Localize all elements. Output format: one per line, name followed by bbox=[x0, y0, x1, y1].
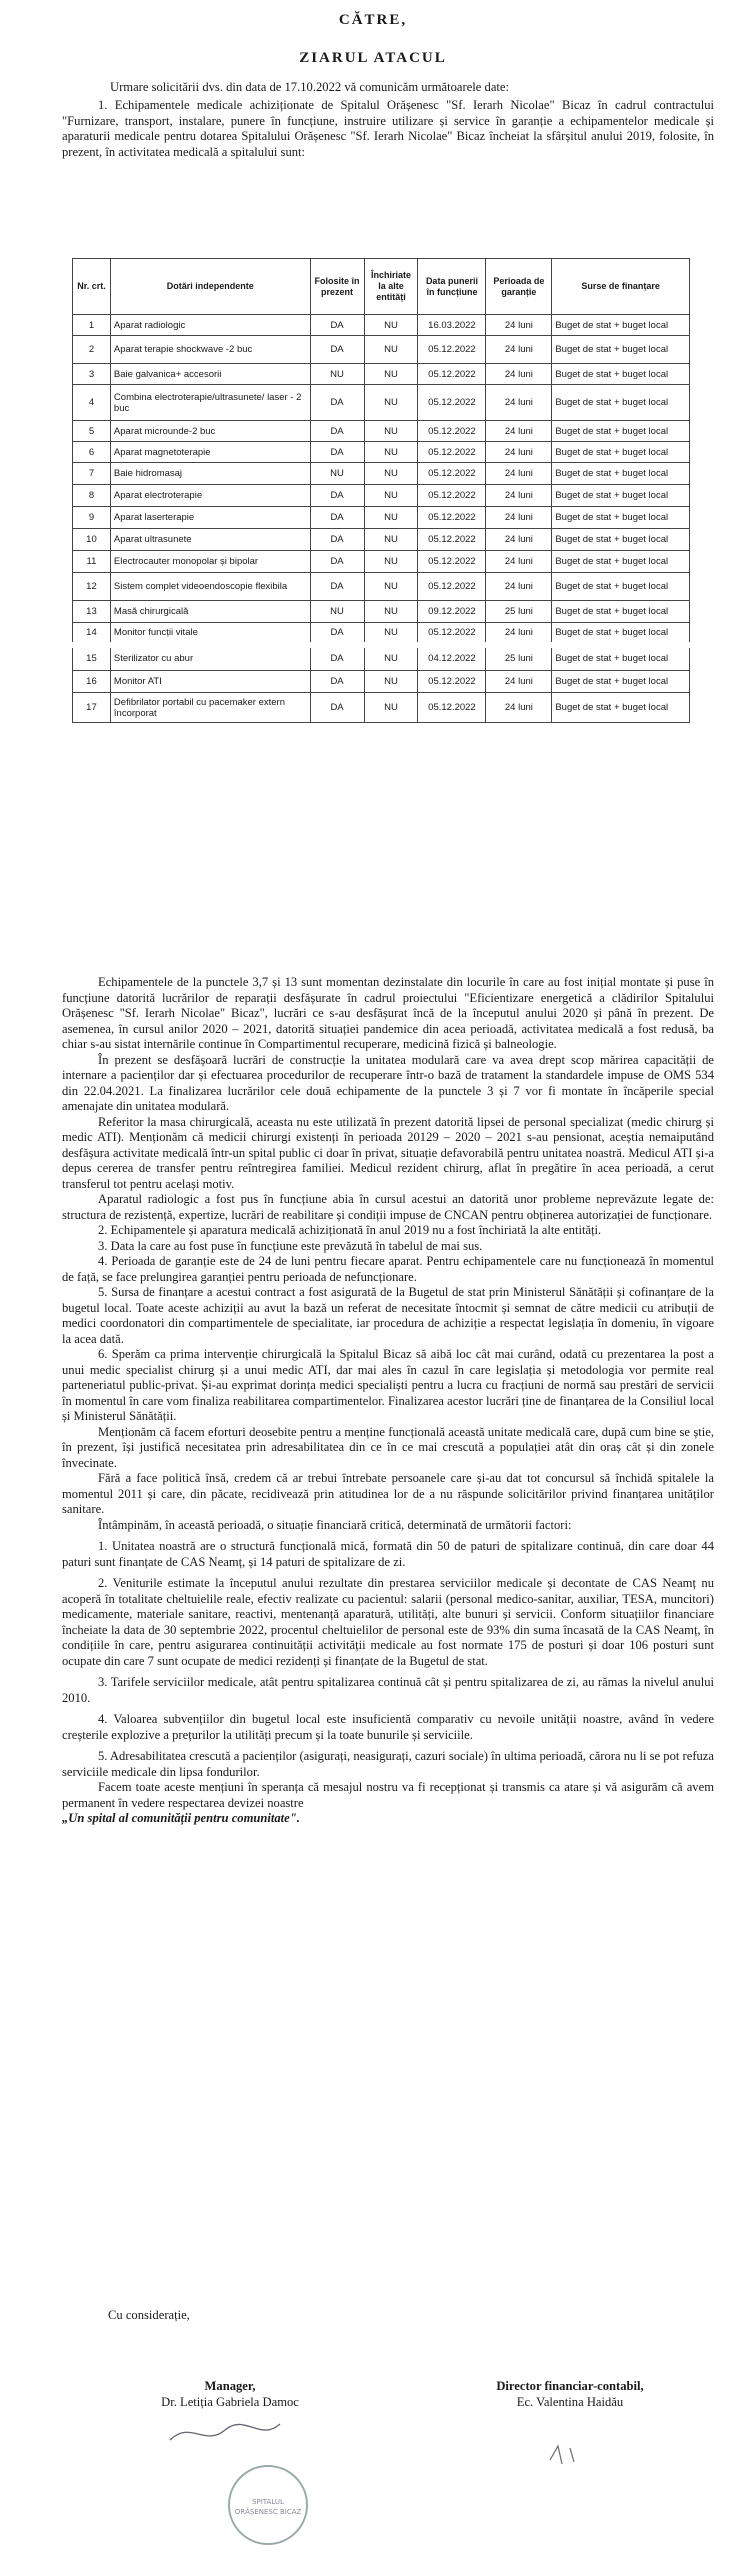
cell-used: DA bbox=[310, 315, 364, 336]
body-paragraph: 3. Tarifele serviciilor medicale, atât pentru spitalizarea continuă cât și pentru spitalizarea de zi, au rămas la nivelul anului 2010. bbox=[62, 1675, 714, 1705]
signature-right-title: Director financiar-contabil, bbox=[496, 2379, 644, 2393]
cell-nr: 6 bbox=[73, 442, 111, 463]
cell-funding: Buget de stat + buget local bbox=[552, 645, 690, 671]
cell-item: Aparat terapie shockwave -2 buc bbox=[110, 336, 310, 364]
cell-item: Defibrilator portabil cu pacemaker extern încorporat bbox=[110, 693, 310, 723]
cell-nr: 8 bbox=[73, 485, 111, 507]
body-paragraph: Referitor la masa chirurgicală, aceasta nu este utilizată în prezent datorită lipsei de personal specializat (medic chirurg și medic ATI). Menționăm că medicii chirurgi existenți în perioada 20129 – 2020 – 2021 s-au pensionat, aceștia nemaiputând desfășura activitate medicală într-un spital public ci doar în privat, situație defavorabilă pentru unitatea noastră. Medicul ATI și-a depus cererea de transfer pentru reîntregirea familiei. Medicul rezident chirurg, aflat în pregătire în acea perioadă, a cerut transferul tot pentru același motiv. bbox=[62, 1114, 714, 1191]
cell-rented: NU bbox=[364, 463, 418, 485]
col-header-date: Data punerii în funcțiune bbox=[418, 259, 486, 315]
equipment-table bbox=[72, 258, 690, 723]
cell-warranty: 24 luni bbox=[486, 573, 552, 601]
cell-rented: NU bbox=[364, 601, 418, 623]
cell-funding: Buget de stat + buget local bbox=[552, 573, 690, 601]
cell-used: NU bbox=[310, 463, 364, 485]
col-header-used: Folosite în prezent bbox=[310, 259, 364, 315]
cell-warranty: 24 luni bbox=[486, 485, 552, 507]
cell-funding: Buget de stat + buget local bbox=[552, 693, 690, 723]
cell-date: 05.12.2022 bbox=[418, 421, 486, 442]
cell-nr: 7 bbox=[73, 463, 111, 485]
table-row bbox=[73, 507, 690, 529]
body-paragraph: Facem toate aceste mențiuni în speranța că mesajul nostru va fi recepționat și transmis ca atare și vă asigurăm că avem permanent în vedere respectarea devizei noastre bbox=[62, 1780, 714, 1810]
body-paragraph: Menționăm că facem eforturi deosebite pentru a menține funcțională această unitate medicală care, după cum bine se știe, în prezent, își justifică necesitatea prin adresabilitatea din ce în ce mai crescută a populației atât din oraș cât și din zonele învecinate. bbox=[62, 1424, 714, 1470]
table-row bbox=[73, 529, 690, 551]
cell-date: 05.12.2022 bbox=[418, 623, 486, 645]
cell-item: Aparat magnetoterapie bbox=[110, 442, 310, 463]
cell-funding: Buget de stat + buget local bbox=[552, 623, 690, 645]
cell-rented: NU bbox=[364, 573, 418, 601]
header-to: CĂTRE, bbox=[338, 12, 408, 28]
cell-used: NU bbox=[310, 601, 364, 623]
cell-item: Aparat ultrasunete bbox=[110, 529, 310, 551]
cell-funding: Buget de stat + buget local bbox=[552, 442, 690, 463]
cell-warranty: 24 luni bbox=[486, 421, 552, 442]
cell-nr: 11 bbox=[73, 551, 111, 573]
cell-nr: 15 bbox=[73, 645, 111, 671]
cell-rented: NU bbox=[364, 315, 418, 336]
cell-rented: NU bbox=[364, 693, 418, 723]
director-signature bbox=[540, 2440, 600, 2470]
table-row bbox=[73, 421, 690, 442]
col-header-item: Dotări independente bbox=[110, 259, 310, 315]
cell-item: Combina electroterapie/ultrasunete/ laser - 2 buc bbox=[110, 385, 310, 421]
cell-warranty: 24 luni bbox=[486, 671, 552, 693]
cell-used: DA bbox=[310, 623, 364, 645]
body-paragraph: Fără a face politică însă, credem că ar trebui întrebate persoanele care și-au dat tot concursul să închidă spitalele la momentul 2011 și care, din păcate, recidivează prin atitudinea lor de a nu răspunde solicitărilor privind finanțarea unităților sanitare. bbox=[62, 1471, 714, 1516]
cell-nr: 13 bbox=[73, 601, 111, 623]
cell-rented: NU bbox=[364, 485, 418, 507]
cell-date: 16.03.2022 bbox=[418, 315, 486, 336]
cell-used: DA bbox=[310, 529, 364, 551]
table-row bbox=[73, 364, 690, 385]
cell-rented: NU bbox=[364, 336, 418, 364]
cell-rented: NU bbox=[364, 442, 418, 463]
item-1-paragraph: 1. Echipamentele medicale achiziționate de Spitalul Orășenesc "Sf. Ierarh Nicolae" Bicaz în cadrul contractului "Furnizare, transport, instalare, punere în funcțiune, instruire utilizare și service în garanție a echipamentelor medicale și aparaturii medicale pentru dotarea Spitalului Orășenesc "Sf. Ierarh Nicolae" Bicaz încheiat la sfârșitul anului 2019, folosite, în prezent, în activitatea medicală a spitalului sunt: bbox=[62, 98, 714, 159]
table-row bbox=[73, 601, 690, 623]
cell-warranty: 24 luni bbox=[486, 315, 552, 336]
cell-funding: Buget de stat + buget local bbox=[552, 485, 690, 507]
cell-nr: 3 bbox=[73, 364, 111, 385]
cell-date: 05.12.2022 bbox=[418, 463, 486, 485]
cell-funding: Buget de stat + buget local bbox=[552, 551, 690, 573]
cell-nr: 9 bbox=[73, 507, 111, 529]
cell-nr: 10 bbox=[73, 529, 111, 551]
cell-item: Sterilizator cu abur bbox=[110, 645, 310, 671]
cell-funding: Buget de stat + buget local bbox=[552, 671, 690, 693]
cell-funding: Buget de stat + buget local bbox=[552, 315, 690, 336]
cell-rented: NU bbox=[364, 645, 418, 671]
cell-funding: Buget de stat + buget local bbox=[552, 463, 690, 485]
cell-item: Baie hidromasaj bbox=[110, 463, 310, 485]
body-text bbox=[62, 975, 714, 1827]
col-header-nr: Nr. crt. bbox=[73, 259, 111, 315]
cell-warranty: 24 luni bbox=[486, 551, 552, 573]
cell-rented: NU bbox=[364, 421, 418, 442]
cell-date: 05.12.2022 bbox=[418, 385, 486, 421]
cell-warranty: 24 luni bbox=[486, 693, 552, 723]
cell-nr: 12 bbox=[73, 573, 111, 601]
cell-nr: 4 bbox=[73, 385, 111, 421]
cell-warranty: 25 luni bbox=[486, 601, 552, 623]
stamp-text: SPITALUL ORĂȘENESC BICAZ bbox=[234, 2498, 302, 2516]
cell-rented: NU bbox=[364, 507, 418, 529]
body-paragraph: 6. Sperăm ca prima intervenție chirurgicală la Spitalul Bicaz să aibă loc cât mai curând, odată cu prezentarea la post a unui medic specialist chirurg și a unui medic ATI, dar mai ales în cazul în care legislația și metodologia vor permite real parteneriatul public-privat. Și-au exprimat dorința medici specialiști pentru a lucra cu fracțiuni de normă sau prestări de servicii în momentul în care vom finaliza reabilitarea compartimentelor. Finalizarea acestor lucrări ține de finanțarea de la Consiliul local și Ministerul Sănătății. bbox=[62, 1347, 714, 1423]
cell-nr: 14 bbox=[73, 623, 111, 645]
body-paragraph: 2. Echipamentele și aparatura medicală achiziționată în anul 2019 nu a fost închiriată la alte entități. bbox=[98, 1223, 602, 1237]
cell-funding: Buget de stat + buget local bbox=[552, 336, 690, 364]
table-row bbox=[73, 485, 690, 507]
body-paragraph: Întâmpinăm, în această perioadă, o situație financiară critică, determinată de următorii factori: bbox=[98, 1517, 572, 1532]
cell-rented: NU bbox=[364, 385, 418, 421]
cell-date: 04.12.2022 bbox=[418, 645, 486, 671]
closing-line: Cu considerație, bbox=[108, 2308, 190, 2322]
cell-warranty: 24 luni bbox=[486, 336, 552, 364]
cell-item: Monitor ATI bbox=[110, 671, 310, 693]
body-paragraph: 1. Unitatea noastră are o structură funcțională mică, formată din 50 de paturi de spitalizare continuă, din care doar 44 paturi sunt finanțate de CAS Neamț, și 14 paturi de spitalizare de zi. bbox=[62, 1539, 714, 1569]
cell-funding: Buget de stat + buget local bbox=[552, 421, 690, 442]
cell-item: Masă chirurgicală bbox=[110, 601, 310, 623]
cell-warranty: 24 luni bbox=[486, 385, 552, 421]
table-row bbox=[73, 671, 690, 693]
cell-item: Baie galvanica+ accesorii bbox=[110, 364, 310, 385]
cell-funding: Buget de stat + buget local bbox=[552, 601, 690, 623]
cell-date: 05.12.2022 bbox=[418, 573, 486, 601]
cell-date: 05.12.2022 bbox=[418, 507, 486, 529]
intro-line: Urmare solicitării dvs. din data de 17.10.2022 vă comunicăm următoarele date: bbox=[110, 80, 510, 94]
body-paragraph: În prezent se desfășoară lucrări de construcție la unitatea modulară care va avea drept scop mărirea capacității de internare a pacienților dar și efectuarea procedurilor de recuperare într-o bază de tratament la standardele impuse de OMS 534 din 22.04.2021. La finalizarea lucrărilor cele două echipamente de la punctele 3 și 7 vor fi montate în încăperile special amenajate din unitatea modulară. bbox=[62, 1052, 714, 1113]
cell-rented: NU bbox=[364, 364, 418, 385]
table-row bbox=[73, 385, 690, 421]
signature-left-name: Dr. Letiția Gabriela Damoc bbox=[161, 2395, 299, 2409]
cell-item: Aparat radiologic bbox=[110, 315, 310, 336]
cell-warranty: 24 luni bbox=[486, 463, 552, 485]
cell-date: 05.12.2022 bbox=[418, 671, 486, 693]
table-header-row bbox=[73, 259, 690, 315]
cell-used: DA bbox=[310, 573, 364, 601]
cell-date: 09.12.2022 bbox=[418, 601, 486, 623]
cell-item: Aparat microunde-2 buc bbox=[110, 421, 310, 442]
cell-item: Aparat electroterapie bbox=[110, 485, 310, 507]
cell-used: DA bbox=[310, 671, 364, 693]
body-paragraph: Echipamentele de la punctele 3,7 și 13 sunt momentan dezinstalate din locurile în care au fost inițial montate și puse în funcțiune datorită lucrărilor de reparații desfășurate în cadrul proiectului "Eficientizare energetică a clădirilor Spitalului Orășenesc "Sf. Ierarh Nicolae" Bicaz", lucrări ce s-au desfășurat încă de la începutul anului 2020 și până în prezent. De asemenea, în cursul anilor 2020 – 2021, datorită situației pandemice din acea perioadă, activitatea medicală a fost redusă, ba chiar s-au sistat internările continue în Compartimentul recuperare, medicină fizică și balneologie. bbox=[62, 975, 714, 1051]
cell-used: DA bbox=[310, 385, 364, 421]
table-row bbox=[73, 442, 690, 463]
table-row bbox=[73, 463, 690, 485]
cell-used: DA bbox=[310, 507, 364, 529]
cell-date: 05.12.2022 bbox=[418, 551, 486, 573]
manager-signature bbox=[165, 2412, 285, 2452]
cell-item: Sistem complet videoendoscopie flexibila bbox=[110, 573, 310, 601]
cell-used: DA bbox=[310, 421, 364, 442]
table-row bbox=[73, 623, 690, 645]
cell-used: DA bbox=[310, 693, 364, 723]
cell-nr: 5 bbox=[73, 421, 111, 442]
cell-date: 05.12.2022 bbox=[418, 693, 486, 723]
cell-used: DA bbox=[310, 551, 364, 573]
cell-nr: 17 bbox=[73, 693, 111, 723]
cell-nr: 2 bbox=[73, 336, 111, 364]
cell-warranty: 24 luni bbox=[486, 442, 552, 463]
body-paragraph: 5. Sursa de finanțare a acestui contract a fost asigurată de la Bugetul de stat prin Ministerul Sănătății și cofinanțare de la bugetul local. Toate aceste achiziții au avut la bază un referat de necesitate întocmit și semnat de către medicii cu atribuții de medici coordonatori din compartimentele de specialitate, iar procedura de achiziție a respectat legislația în domeniu, în vigoare la acea dată. bbox=[62, 1285, 714, 1346]
cell-item: Monitor funcții vitale bbox=[110, 623, 310, 645]
cell-item: Electrocauter monopolar și bipolar bbox=[110, 551, 310, 573]
signature-right-name: Ec. Valentina Haidău bbox=[516, 2395, 624, 2409]
motto: „Un spital al comunității pentru comunitate". bbox=[62, 1811, 300, 1825]
body-paragraph: 3. Data la care au fost puse în funcțiune este prevăzută în tabelul de mai sus. bbox=[98, 1238, 483, 1253]
cell-funding: Buget de stat + buget local bbox=[552, 507, 690, 529]
header-recipient: ZIARUL ATACUL bbox=[299, 50, 447, 66]
cell-date: 05.12.2022 bbox=[418, 529, 486, 551]
cell-rented: NU bbox=[364, 529, 418, 551]
table-row bbox=[73, 573, 690, 601]
cell-funding: Buget de stat + buget local bbox=[552, 364, 690, 385]
table-row bbox=[73, 551, 690, 573]
cell-warranty: 24 luni bbox=[486, 623, 552, 645]
cell-used: DA bbox=[310, 442, 364, 463]
cell-date: 05.12.2022 bbox=[418, 364, 486, 385]
cell-warranty: 24 luni bbox=[486, 507, 552, 529]
cell-warranty: 24 luni bbox=[486, 364, 552, 385]
table-row bbox=[73, 693, 690, 723]
col-header-funding: Surse de finanțare bbox=[552, 259, 690, 315]
body-paragraph: 5. Adresabilitatea crescută a pacienților (asigurați, neasigurați, cazuri sociale) în ultima perioadă, cărora nu li se pot refuza serviciile medicale din lipsa fondurilor. bbox=[62, 1749, 714, 1779]
body-paragraph: 2. Veniturile estimate la începutul anului rezultate din prestarea serviciilor medicale și decontate de CAS Neamț nu acoperă în totalitate cheltuielile reale, efectiv realizate cu pacientul: salarii (personal medico-sanitar, auxiliar, TESA, muncitori) medicamente, materiale sanitare, reactivi, mentenanță aparatură, utilități, alte bunuri și servicii. Conform situațiilor financiare încheiate la data de 30 septembrie 2022, procentul cheltuielilor de personal este de 93% din suma încasată de la CAS Neamț, în condițiile în care, pentru asigurarea continuității activității medicale au fost normate 175 de posturi și doar 106 posturi sunt ocupate din care 7 sunt ocupate de medici rezidenți și finanțate de la Bugetul de stat. bbox=[62, 1576, 714, 1668]
table-row bbox=[73, 645, 690, 671]
cell-warranty: 25 luni bbox=[486, 645, 552, 671]
cell-funding: Buget de stat + buget local bbox=[552, 529, 690, 551]
cell-nr: 16 bbox=[73, 671, 111, 693]
cell-date: 05.12.2022 bbox=[418, 485, 486, 507]
cell-used: DA bbox=[310, 336, 364, 364]
cell-used: NU bbox=[310, 364, 364, 385]
cell-rented: NU bbox=[364, 671, 418, 693]
cell-warranty: 24 luni bbox=[486, 529, 552, 551]
body-paragraph: Aparatul radiologic a fost pus în funcțiune abia în cursul acestui an datorită unor probleme neprevăzute legate de: structura de rezistență, expertize, lucrări de reabilitare și condiții impuse de CNCAN pentru obținerea autorizației de funcționare. bbox=[62, 1192, 714, 1222]
table-row bbox=[73, 315, 690, 336]
hospital-stamp bbox=[228, 2465, 308, 2545]
cell-item: Aparat laserterapie bbox=[110, 507, 310, 529]
col-header-warranty: Perioada de garanție bbox=[486, 259, 552, 315]
cell-rented: NU bbox=[364, 623, 418, 645]
table-row bbox=[73, 336, 690, 364]
signature-left-title: Manager, bbox=[204, 2379, 256, 2393]
cell-used: DA bbox=[310, 645, 364, 671]
col-header-rented: Închiriate la alte entități bbox=[364, 259, 418, 315]
cell-date: 05.12.2022 bbox=[418, 336, 486, 364]
cell-date: 05.12.2022 bbox=[418, 442, 486, 463]
body-paragraph: 4. Valoarea subvențiilor din bugetul local este insuficientă comparativ cu nevoile unității noastre, având în vedere creșterile explozive a prețurilor la utilități precum și la toate bunurile și serviciile. bbox=[62, 1712, 714, 1742]
cell-used: DA bbox=[310, 485, 364, 507]
cell-nr: 1 bbox=[73, 315, 111, 336]
cell-rented: NU bbox=[364, 551, 418, 573]
cell-funding: Buget de stat + buget local bbox=[552, 385, 690, 421]
body-paragraph: 4. Perioada de garanție este de 24 de luni pentru fiecare aparat. Pentru echipamentele care nu funcționează în momentul de față, se face prelungirea garanției pentru perioada de nefuncționare. bbox=[62, 1254, 714, 1284]
